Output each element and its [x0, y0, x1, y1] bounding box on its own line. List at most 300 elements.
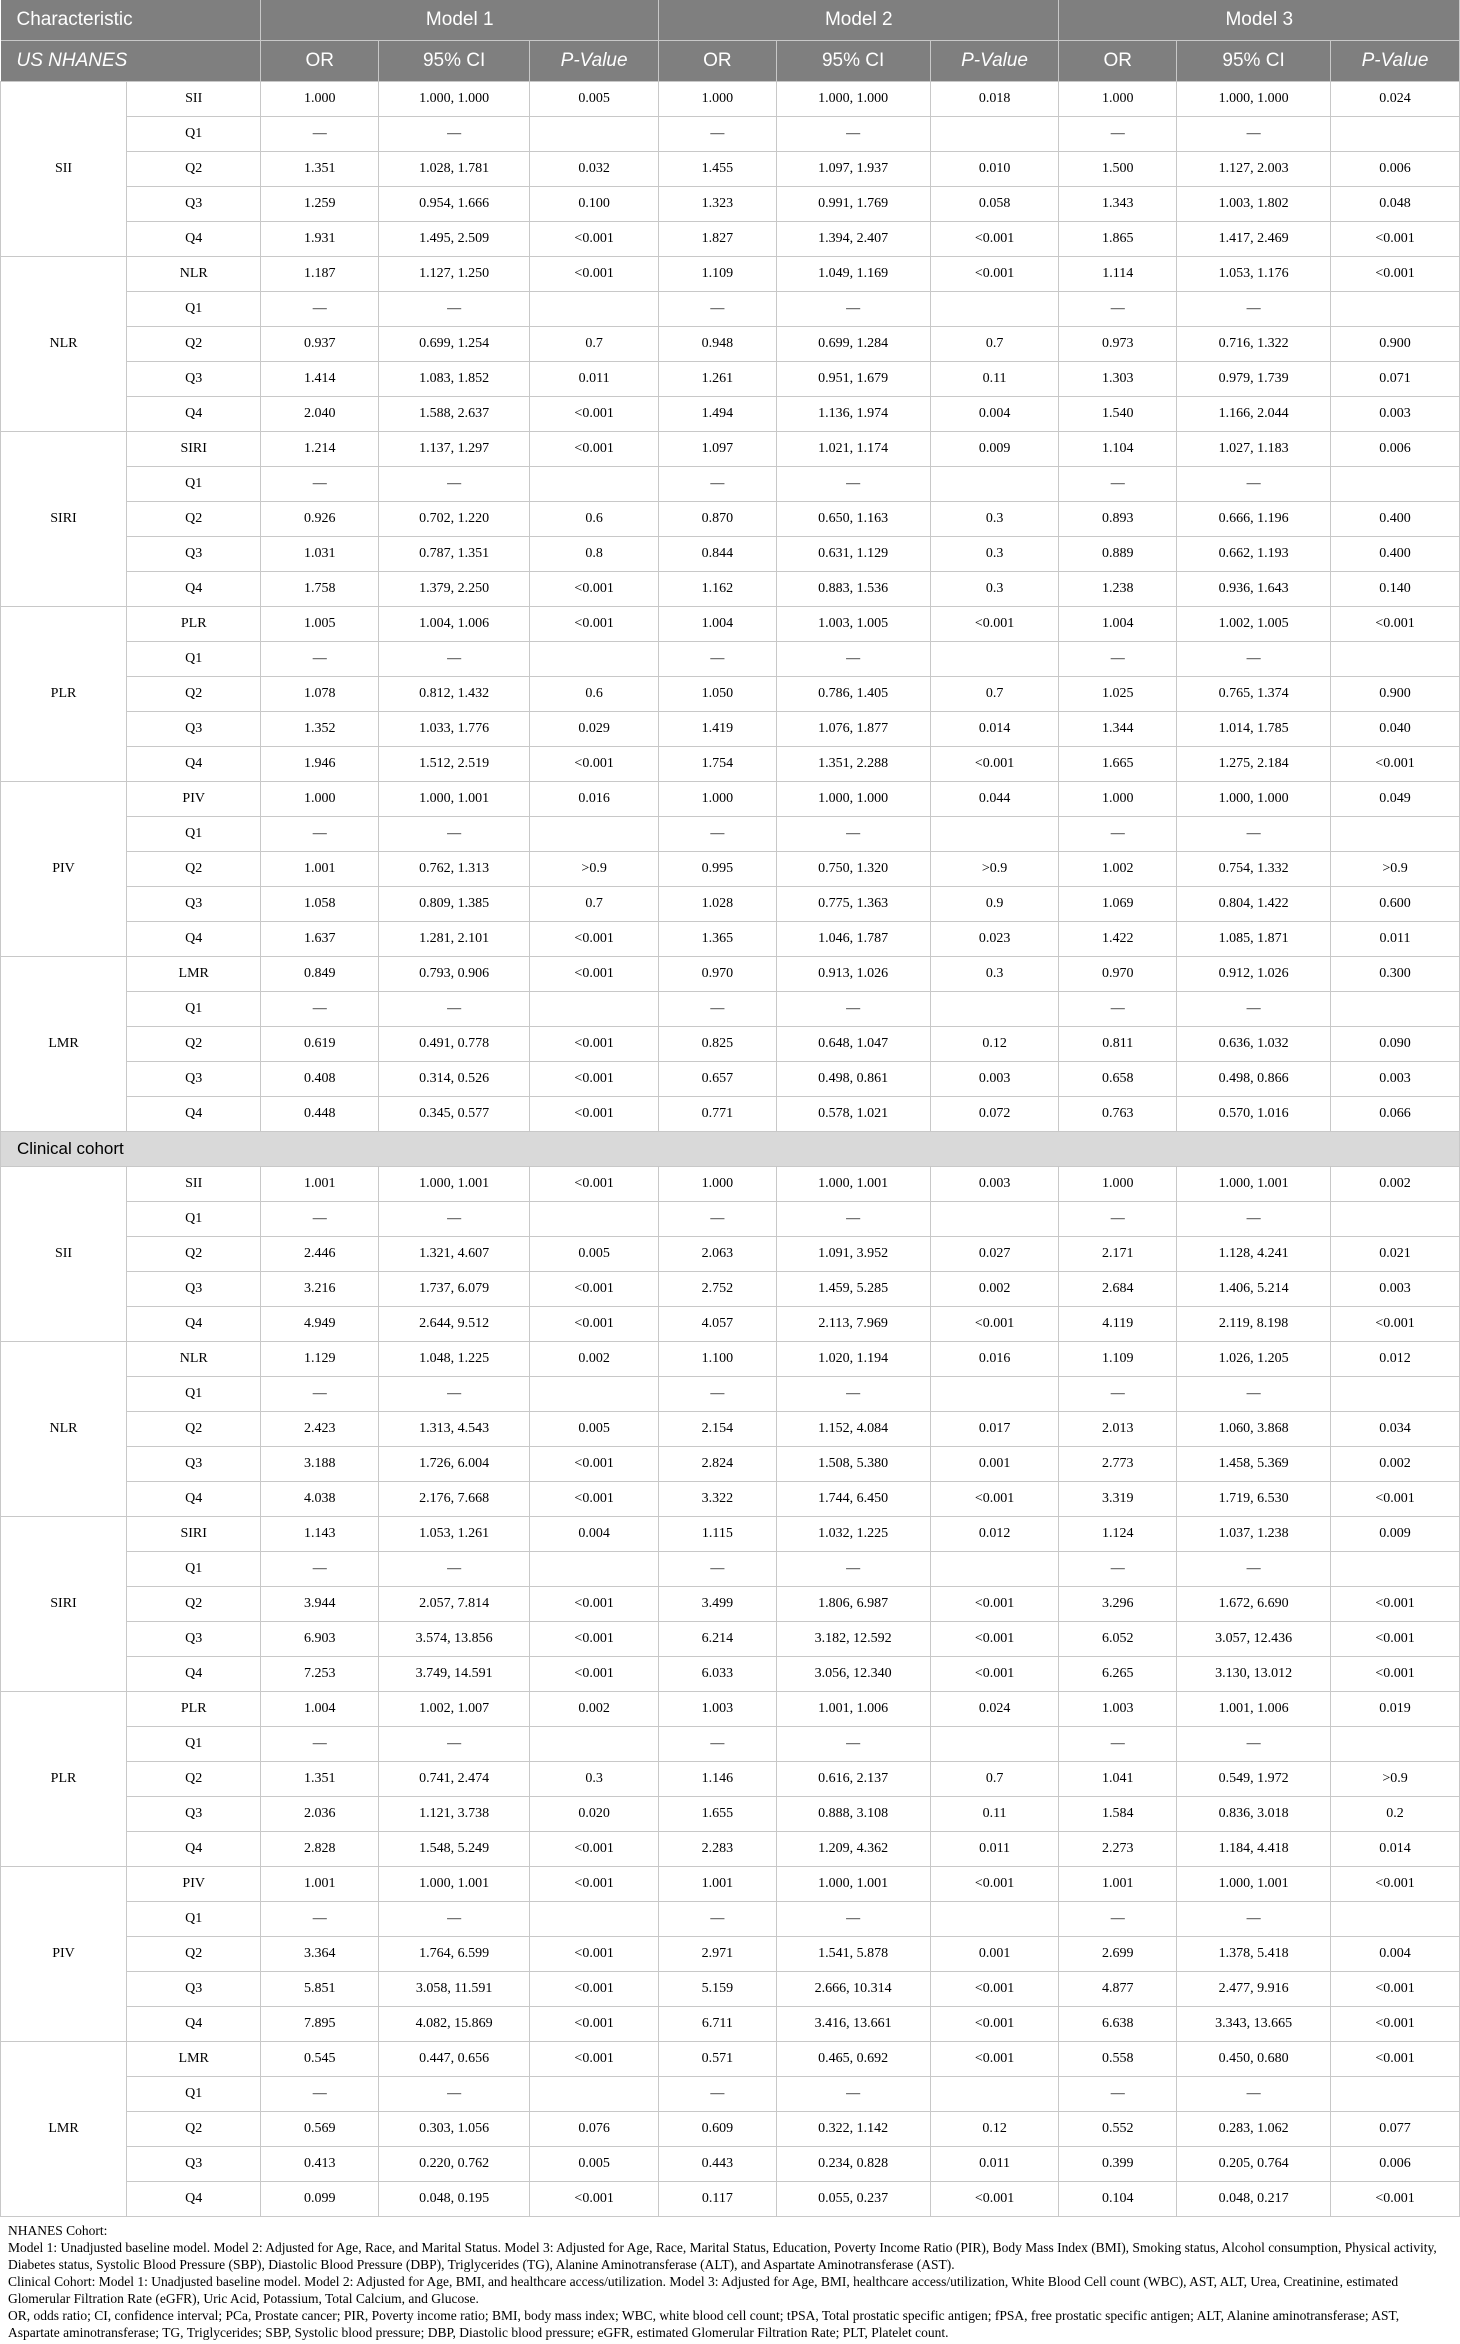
table-row: [1, 1062, 1460, 1097]
table-cell: —: [1059, 992, 1177, 1027]
table-cell: 0.011: [930, 1832, 1059, 1867]
table-cell: 0.893: [1059, 502, 1177, 537]
section-row: [1, 1132, 1460, 1167]
table-cell: 1.508, 5.380: [776, 1447, 930, 1482]
row-label: Q4: [127, 1832, 261, 1867]
table-cell: —: [1177, 1552, 1331, 1587]
table-cell: —: [659, 1377, 777, 1412]
table-row: [1, 1167, 1460, 1202]
table-cell: 1.002: [1059, 852, 1177, 887]
table-cell: 2.824: [659, 1447, 777, 1482]
table-row: [1, 2077, 1460, 2112]
table-cell: —: [776, 1727, 930, 1762]
table-row: [1, 1097, 1460, 1132]
row-label: Q2: [127, 2112, 261, 2147]
table-cell: 1.005: [261, 607, 379, 642]
table-cell: 0.650, 1.163: [776, 502, 930, 537]
table-cell: 1.352: [261, 712, 379, 747]
footnote: Model 1: Unadjusted baseline model. Model 2: Adjusted for Age, Race, and Marital Status. Model 3: Adjusted for Age, Race, Marital Status, Education, Poverty Income Ratio (PIR), Body Mass Index (BMI), Smoking status, Alcohol consumption, Physical activity, Diabetes status, Systolic Blood Pressure (SBP), Diastolic Blood Pressure (DBP), Triglycerides (TG), Alanine Aminotransferase (ALT), and Aspartate Aminotransferase (AST).: [8, 2240, 1437, 2272]
table-cell: 1.737, 6.079: [379, 1272, 530, 1307]
or-header: OR: [1059, 41, 1177, 82]
table-cell: <0.001: [530, 1027, 659, 1062]
table-cell: 0.076: [530, 2112, 659, 2147]
table-cell: 2.446: [261, 1237, 379, 1272]
table-cell: 1.001: [261, 1867, 379, 1902]
row-label: Q3: [127, 1447, 261, 1482]
table-row: [1, 712, 1460, 747]
row-label: Q2: [127, 1587, 261, 1622]
table-cell: 0.448: [261, 1097, 379, 1132]
table-cell: [530, 992, 659, 1027]
table-cell: 3.057, 12.436: [1177, 1622, 1331, 1657]
group-label: NLR: [1, 257, 127, 432]
table-cell: 0.849: [261, 957, 379, 992]
table-row: [1, 1797, 1460, 1832]
table-cell: —: [659, 992, 777, 1027]
table-cell: —: [379, 992, 530, 1027]
table-cell: 0.578, 1.021: [776, 1097, 930, 1132]
table-row: [1, 2112, 1460, 2147]
table-cell: [1331, 1202, 1460, 1237]
table-cell: —: [1177, 642, 1331, 677]
table-cell: 0.631, 1.129: [776, 537, 930, 572]
table-cell: 0.234, 0.828: [776, 2147, 930, 2182]
table-cell: —: [1059, 1902, 1177, 1937]
table-cell: 1.076, 1.877: [776, 712, 930, 747]
table-cell: <0.001: [530, 1447, 659, 1482]
table-cell: 1.109: [1059, 1342, 1177, 1377]
or-header: OR: [261, 41, 379, 82]
row-label: Q1: [127, 467, 261, 502]
table-cell: 1.002, 1.005: [1177, 607, 1331, 642]
footnote: Clinical Cohort: Model 1: Unadjusted baseline model. Model 2: Adjusted for Age, BMI, and healthcare access/utilization. Model 3: Adjusted for Age, BMI, healthcare access/utilization, White Blood Cell count (WBC), AST, ALT, Urea, Creatinine, estimated Glomerular Filtration Rate (eGFR), Uric Acid, Potassium, Total Calcium, and Glucose.: [8, 2274, 1399, 2306]
table-cell: 2.171: [1059, 1237, 1177, 1272]
table-cell: 6.903: [261, 1622, 379, 1657]
table-cell: —: [379, 817, 530, 852]
table-cell: —: [1177, 117, 1331, 152]
row-label: Q1: [127, 642, 261, 677]
table-cell: 2.273: [1059, 1832, 1177, 1867]
table-cell: 0.140: [1331, 572, 1460, 607]
table-cell: —: [659, 1727, 777, 1762]
row-label: Q2: [127, 1237, 261, 1272]
table-cell: <0.001: [1331, 747, 1460, 782]
table-cell: [530, 1902, 659, 1937]
table-cell: 1.004: [261, 1692, 379, 1727]
table-cell: 0.883, 1.536: [776, 572, 930, 607]
table-row: [1, 1587, 1460, 1622]
table-row: [1, 1762, 1460, 1797]
table-cell: 0.3: [930, 502, 1059, 537]
table-cell: 1.025: [1059, 677, 1177, 712]
row-label: Q4: [127, 2182, 261, 2217]
table-row: [1, 1622, 1460, 1657]
row-label: Q4: [127, 1307, 261, 1342]
row-label: Q1: [127, 292, 261, 327]
table-cell: [530, 817, 659, 852]
table-cell: <0.001: [1331, 2182, 1460, 2217]
table-cell: 0.836, 3.018: [1177, 1797, 1331, 1832]
model-1-header: Model 1: [261, 0, 659, 41]
table-cell: 0.002: [530, 1692, 659, 1727]
row-label: Q3: [127, 1062, 261, 1097]
table-cell: 0.117: [659, 2182, 777, 2217]
table-cell: 0.491, 0.778: [379, 1027, 530, 1062]
table-cell: 6.265: [1059, 1657, 1177, 1692]
table-cell: <0.001: [530, 572, 659, 607]
table-cell: 2.154: [659, 1412, 777, 1447]
table-cell: 6.033: [659, 1657, 777, 1692]
table-cell: 1.754: [659, 747, 777, 782]
table-cell: 1.758: [261, 572, 379, 607]
table-cell: 0.809, 1.385: [379, 887, 530, 922]
table-cell: [1331, 1552, 1460, 1587]
table-cell: <0.001: [930, 2007, 1059, 2042]
table-cell: <0.001: [930, 1587, 1059, 1622]
table-cell: [1331, 117, 1460, 152]
table-cell: [930, 1202, 1059, 1237]
row-label: SII: [127, 82, 261, 117]
table-cell: 0.498, 0.861: [776, 1062, 930, 1097]
table-cell: 0.004: [1331, 1937, 1460, 1972]
table-cell: 0.011: [1331, 922, 1460, 957]
table-cell: [530, 467, 659, 502]
table-cell: <0.001: [1331, 2007, 1460, 2042]
table-cell: 0.662, 1.193: [1177, 537, 1331, 572]
table-cell: 1.259: [261, 187, 379, 222]
row-label: Q3: [127, 2147, 261, 2182]
table-cell: 2.176, 7.668: [379, 1482, 530, 1517]
table-cell: 1.000, 1.000: [776, 782, 930, 817]
table-cell: 0.951, 1.679: [776, 362, 930, 397]
table-cell: 0.889: [1059, 537, 1177, 572]
row-label: Q2: [127, 502, 261, 537]
table-cell: 1.455: [659, 152, 777, 187]
table-cell: 1.032, 1.225: [776, 1517, 930, 1552]
table-row: [1, 1552, 1460, 1587]
table-cell: 0.058: [930, 187, 1059, 222]
table-cell: 1.000: [1059, 782, 1177, 817]
table-cell: <0.001: [1331, 1587, 1460, 1622]
table-cell: 1.041: [1059, 1762, 1177, 1797]
table-cell: 1.069: [1059, 887, 1177, 922]
table-row: [1, 1307, 1460, 1342]
table-cell: 0.765, 1.374: [1177, 677, 1331, 712]
table-cell: <0.001: [930, 1307, 1059, 1342]
table-cell: 1.136, 1.974: [776, 397, 930, 432]
table-cell: 0.019: [1331, 1692, 1460, 1727]
table-cell: [930, 817, 1059, 852]
table-cell: 1.003, 1.005: [776, 607, 930, 642]
table-cell: 0.465, 0.692: [776, 2042, 930, 2077]
row-label: Q3: [127, 187, 261, 222]
table-cell: 0.002: [1331, 1167, 1460, 1202]
row-label: Q1: [127, 992, 261, 1027]
table-row: [1, 1272, 1460, 1307]
table-cell: 0.099: [261, 2182, 379, 2217]
table-cell: 0.699, 1.254: [379, 327, 530, 362]
table-cell: 0.7: [930, 677, 1059, 712]
table-cell: 0.011: [930, 2147, 1059, 2182]
table-cell: —: [776, 1202, 930, 1237]
table-cell: 2.699: [1059, 1937, 1177, 1972]
table-cell: 4.082, 15.869: [379, 2007, 530, 2042]
table-cell: 1.417, 2.469: [1177, 222, 1331, 257]
table-cell: 2.684: [1059, 1272, 1177, 1307]
table-cell: [930, 1902, 1059, 1937]
table-cell: <0.001: [930, 2042, 1059, 2077]
table-cell: 1.146: [659, 1762, 777, 1797]
table-cell: 1.028, 1.781: [379, 152, 530, 187]
table-cell: <0.001: [930, 257, 1059, 292]
table-cell: [530, 1377, 659, 1412]
table-cell: <0.001: [530, 397, 659, 432]
model-3-header: Model 3: [1059, 0, 1460, 41]
table-cell: 0.498, 0.866: [1177, 1062, 1331, 1097]
row-label: Q2: [127, 1412, 261, 1447]
table-cell: 0.844: [659, 537, 777, 572]
table-cell: 1.097: [659, 432, 777, 467]
table-cell: <0.001: [1331, 1307, 1460, 1342]
table-cell: 1.000: [261, 782, 379, 817]
table-cell: 0.009: [1331, 1517, 1460, 1552]
table-cell: 0.012: [930, 1517, 1059, 1552]
table-cell: [930, 1377, 1059, 1412]
row-label: LMR: [127, 957, 261, 992]
table-cell: 0.023: [930, 922, 1059, 957]
row-label: Q1: [127, 117, 261, 152]
table-cell: 1.323: [659, 187, 777, 222]
table-cell: [930, 2077, 1059, 2112]
table-cell: 1.344: [1059, 712, 1177, 747]
table-cell: 1.281, 2.101: [379, 922, 530, 957]
ci-header: 95% CI: [1177, 41, 1331, 82]
table-cell: [530, 1552, 659, 1587]
table-cell: 1.050: [659, 677, 777, 712]
table-cell: —: [776, 117, 930, 152]
table-cell: 1.000, 1.000: [776, 82, 930, 117]
table-cell: 0.9: [930, 887, 1059, 922]
table-cell: 1.152, 4.084: [776, 1412, 930, 1447]
table-cell: 1.115: [659, 1517, 777, 1552]
table-row: [1, 1202, 1460, 1237]
table-row: [1, 1237, 1460, 1272]
table-cell: 1.665: [1059, 747, 1177, 782]
table-cell: 0.948: [659, 327, 777, 362]
table-cell: 1.124: [1059, 1517, 1177, 1552]
table-cell: 1.655: [659, 1797, 777, 1832]
table-cell: <0.001: [530, 2042, 659, 2077]
table-cell: <0.001: [530, 2007, 659, 2042]
table-cell: —: [379, 1902, 530, 1937]
table-cell: 4.038: [261, 1482, 379, 1517]
table-cell: 0.016: [530, 782, 659, 817]
table-cell: 0.399: [1059, 2147, 1177, 2182]
table-cell: 0.648, 1.047: [776, 1027, 930, 1062]
table-cell: 1.004, 1.006: [379, 607, 530, 642]
row-label: Q3: [127, 887, 261, 922]
table-cell: —: [1177, 1902, 1331, 1937]
group-label: PLR: [1, 607, 127, 782]
table-cell: [930, 117, 1059, 152]
table-cell: —: [261, 992, 379, 1027]
table-cell: [530, 1202, 659, 1237]
table-cell: 1.003, 1.802: [1177, 187, 1331, 222]
table-cell: 2.752: [659, 1272, 777, 1307]
table-cell: 0.066: [1331, 1097, 1460, 1132]
table-cell: 1.166, 2.044: [1177, 397, 1331, 432]
table-cell: —: [1059, 292, 1177, 327]
table-cell: 1.033, 1.776: [379, 712, 530, 747]
table-cell: 2.063: [659, 1237, 777, 1272]
group-label: LMR: [1, 2042, 127, 2217]
table-cell: 0.954, 1.666: [379, 187, 530, 222]
table-cell: 0.014: [930, 712, 1059, 747]
table-cell: 3.182, 12.592: [776, 1622, 930, 1657]
table-cell: 0.012: [1331, 1342, 1460, 1377]
table-cell: 1.637: [261, 922, 379, 957]
table-cell: 1.000, 1.001: [1177, 1867, 1331, 1902]
table-row: [1, 957, 1460, 992]
table-cell: 0.888, 3.108: [776, 1797, 930, 1832]
table-cell: 0.787, 1.351: [379, 537, 530, 572]
table-row: [1, 1657, 1460, 1692]
table-cell: 0.006: [1331, 152, 1460, 187]
table-cell: 1.127, 2.003: [1177, 152, 1331, 187]
table-cell: 0.408: [261, 1062, 379, 1097]
table-cell: 0.104: [1059, 2182, 1177, 2217]
row-label: Q3: [127, 1797, 261, 1832]
table-cell: 1.806, 6.987: [776, 1587, 930, 1622]
table-cell: 0.11: [930, 362, 1059, 397]
table-cell: 1.083, 1.852: [379, 362, 530, 397]
table-row: [1, 2182, 1460, 2217]
table-cell: 0.771: [659, 1097, 777, 1132]
table-cell: —: [379, 1727, 530, 1762]
table-cell: 0.716, 1.322: [1177, 327, 1331, 362]
table-cell: 1.931: [261, 222, 379, 257]
table-cell: 1.351: [261, 152, 379, 187]
table-row: [1, 1027, 1460, 1062]
group-label: NLR: [1, 1342, 127, 1517]
table-cell: 4.949: [261, 1307, 379, 1342]
table-cell: 0.004: [530, 1517, 659, 1552]
or-header: OR: [659, 41, 777, 82]
table-cell: 0.912, 1.026: [1177, 957, 1331, 992]
table-cell: <0.001: [930, 1482, 1059, 1517]
table-cell: [930, 292, 1059, 327]
table-cell: —: [379, 642, 530, 677]
table-cell: —: [776, 642, 930, 677]
table-cell: 0.048, 0.195: [379, 2182, 530, 2217]
table-cell: —: [659, 467, 777, 502]
row-label: Q2: [127, 1027, 261, 1062]
table-row: [1, 782, 1460, 817]
table-cell: 1.053, 1.261: [379, 1517, 530, 1552]
table-cell: <0.001: [530, 1832, 659, 1867]
table-cell: 1.000: [1059, 1167, 1177, 1202]
table-cell: 0.11: [930, 1797, 1059, 1832]
table-cell: 0.322, 1.142: [776, 2112, 930, 2147]
row-label: Q4: [127, 397, 261, 432]
table-row: [1, 432, 1460, 467]
table-row: [1, 852, 1460, 887]
table-cell: 1.365: [659, 922, 777, 957]
table-cell: 2.119, 8.198: [1177, 1307, 1331, 1342]
p-value-header: P-Value: [930, 41, 1059, 82]
table-cell: 1.104: [1059, 432, 1177, 467]
table-cell: 1.002, 1.007: [379, 1692, 530, 1727]
table-cell: <0.001: [930, 1972, 1059, 2007]
table-cell: 0.699, 1.284: [776, 327, 930, 362]
table-row: [1, 677, 1460, 712]
table-cell: 0.913, 1.026: [776, 957, 930, 992]
row-label: Q2: [127, 1937, 261, 1972]
table-cell: 0.029: [530, 712, 659, 747]
table-cell: —: [1059, 1552, 1177, 1587]
table-cell: [930, 642, 1059, 677]
table-cell: 0.825: [659, 1027, 777, 1062]
table-cell: 0.014: [1331, 1832, 1460, 1867]
table-cell: 1.184, 4.418: [1177, 1832, 1331, 1867]
table-cell: 3.944: [261, 1587, 379, 1622]
table-cell: 0.018: [930, 82, 1059, 117]
table-cell: 0.077: [1331, 2112, 1460, 2147]
table-cell: 0.762, 1.313: [379, 852, 530, 887]
table-cell: >0.9: [930, 852, 1059, 887]
table-cell: 0.032: [530, 152, 659, 187]
table-cell: 0.793, 0.906: [379, 957, 530, 992]
table-cell: 0.3: [930, 572, 1059, 607]
table-cell: <0.001: [1331, 1622, 1460, 1657]
table-cell: 0.006: [1331, 432, 1460, 467]
table-cell: —: [261, 1377, 379, 1412]
table-cell: 0.072: [930, 1097, 1059, 1132]
table-cell: <0.001: [930, 1622, 1059, 1657]
table-cell: [1331, 467, 1460, 502]
table-cell: 0.009: [930, 432, 1059, 467]
table-cell: [530, 642, 659, 677]
table-cell: 3.749, 14.591: [379, 1657, 530, 1692]
row-label: Q1: [127, 1727, 261, 1762]
table-cell: —: [1177, 1727, 1331, 1762]
table-row: [1, 117, 1460, 152]
table-cell: 3.574, 13.856: [379, 1622, 530, 1657]
group-label: SII: [1, 82, 127, 257]
table-cell: [930, 1552, 1059, 1587]
table-cell: 0.443: [659, 2147, 777, 2182]
table-cell: 0.020: [530, 1797, 659, 1832]
table-cell: <0.001: [530, 747, 659, 782]
table-cell: 3.416, 13.661: [776, 2007, 930, 2042]
row-label: Q4: [127, 1097, 261, 1132]
table-cell: 1.000, 1.001: [1177, 1167, 1331, 1202]
table-cell: 6.638: [1059, 2007, 1177, 2042]
table-cell: 0.044: [930, 782, 1059, 817]
table-cell: —: [379, 1202, 530, 1237]
group-label: PIV: [1, 1867, 127, 2042]
table-cell: —: [659, 1552, 777, 1587]
table-cell: <0.001: [530, 957, 659, 992]
table-cell: 1.540: [1059, 397, 1177, 432]
table-cell: —: [776, 1552, 930, 1587]
table-cell: 0.937: [261, 327, 379, 362]
p-value-header: P-Value: [530, 41, 659, 82]
table-cell: 2.828: [261, 1832, 379, 1867]
table-cell: [1331, 992, 1460, 1027]
table-row: [1, 1447, 1460, 1482]
table-cell: [1331, 1902, 1460, 1937]
